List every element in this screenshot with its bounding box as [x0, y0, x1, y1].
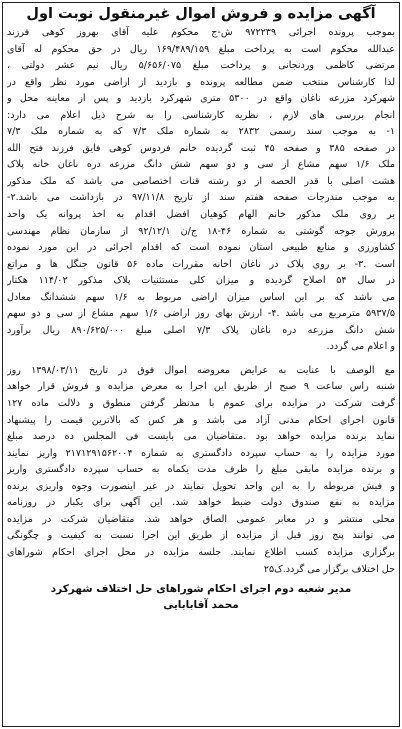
- paragraph-line: ملک ۱/۶ سهم مشاع از سی و دو سهم شش دانگ مزرعه دره ناغان خانه پلاک: [7, 159, 395, 171]
- paragraph-line: مورد مزایده را به حساب سپرده دادگستری به شماره ۲۱۷۱۲۹۱۵۶۲۰۰۴ واریز نمایند: [7, 447, 395, 459]
- signature-office: مدیر شعبه دوم اجرای احکام شوراهای حل اختلاف شهرکرد: [50, 583, 352, 596]
- paragraph-line: به موجب مندرجات صفحه هفتم سند از تاریخ ۹۷/۱۱/۸ در بازداشت می باشد.۲-: [7, 192, 395, 204]
- paragraph-line: و اعلام می گردد.: [326, 341, 395, 353]
- paragraph-line: گرفت شرکت در مزایده برای عموم با مدنظر گرفتن منطوق و دلالت ماده ۱۲۷: [7, 398, 395, 410]
- notice-paragraph-2: [7, 363, 395, 578]
- paragraph-line: برگزاری مزایده کسب اطلاع نمایند. جلسه مزایده در محل اجرای احکام شوراهای: [7, 546, 395, 558]
- paragraph-line: مزایده به نفع صندوق دولت ضبط خواهد شد. این آگهی برای یکبار در روزنامه: [7, 497, 395, 509]
- paragraph-line: ۱- به موجب سند رسمی ۲۸۳۲ به شماره ملک ۷/۳ که به شماره ملک ۷/۳: [7, 126, 395, 138]
- paragraph-line: در سال ۵۴ اصلاح گردیده و میزان کلی مستثنیات پلاک مذکور ۱۱۴/۰۲ هکتار: [7, 275, 395, 287]
- paragraph-line: است .۳- بر روی پلاک در ناغان اخانه مقررات ماده ۵۶ قانون جنگل ها و مراتع: [7, 258, 395, 270]
- paragraph-line: پرورش جوجه گوشتی به شماره ۴۶-۱۸ ج/ن ۹۲/۱۲/۱ از سازمان نظام مهندسی: [7, 225, 395, 237]
- paragraph-line: کشاورزی و منابع طبیعی استان نموده است که اقدام اجرائی در این مورد نموده: [7, 242, 395, 254]
- paragraph-line: و فیش مربوطه را به این واحد تحویل نمایند در غیر اینصورت وجوه واریزی برنده: [7, 480, 395, 492]
- paragraph-line: هشت اصلی با قدر الحصه از دو رشته قنات اختصاصی می باشد که ملک مذکور: [7, 175, 395, 187]
- paragraph-line: مع الوصف با عنایت به عرایض معروضه اموال فوق در تاریخ ۱۳۹۸/۰۳/۱۱ روز: [7, 364, 395, 376]
- paragraph-line: مرتضی کاظمی وردنجانی و پرداخت مبلغ ۵/۶۵۶/۰۷۵ ریال نیم عشر دولتی ،: [7, 60, 395, 72]
- paragraph-line: شش دانگ مزرعه دره ناغان پلاک ۷/۳ اصلی مبلغ ۸۹۰/۶۲۵/۰۰۰ ریال برآورد: [7, 324, 395, 336]
- paragraph-line: در صفحه ۳۸۵ و صفحه ۴۵ ثبت گردیده خانم فردوس کوهی فایق فرزند فتح الله: [7, 142, 395, 154]
- paragraph-line: عبدالله محکوم است به پرداخت مبلغ ۱۶۹/۴۸۹/۱۵۹ ریال در حق محکوم له آقای: [7, 43, 395, 55]
- notice-paragraph-1: [7, 25, 395, 356]
- paragraph-line: بر روی ملک مذکور خانم الهام کوهیان افضل اقدام به اخذ پروانه یک واحد: [7, 209, 395, 221]
- paragraph-line: محلی منتشر و در معابر عمومی الصاق خواهد شد. متقاضیان شرکت در مزایده: [7, 513, 395, 525]
- paragraph-line: لذا کارشناس منتخب ضمن مطالعه پرونده و بازدید از اراضی مورد نظر واقع در: [7, 76, 395, 88]
- paragraph-line: نماید برنده مزایده خواهد بود .متقاضیان می بایست فی المجلس ده درصد مبلغ: [7, 431, 395, 443]
- signature-name: محمد آقابابایی: [163, 599, 239, 612]
- paragraph-line: حل اختلاف برگزار می گردد.ک۲۵: [263, 563, 395, 575]
- paragraph-line: شهرکرد مزرعه ناغان واقع در ۵۳۰۰ متری شهرکرد بازدید و پس از معاینه محل و: [7, 93, 395, 105]
- paragraph-line: ۵۹۳۷/۵ مترمربع می باشد .۴- ارزش بهای روز اراضی ۱/۶ سهم مشاع از سی و دو سهم: [7, 308, 395, 320]
- paragraph-line: می توانند پنج روز قبل از مزایده از طریق این اجرا نسبت به کیفیت و چگونگی: [7, 530, 395, 542]
- paragraph-line: و برنده مزایده مابقی مبلغ را ظرف مدت یکماه به حساب سپرده دادگستری واریز: [7, 464, 395, 476]
- paragraph-line: انجام بررسی های لازم ، نظریه کارشناسی را به شرح ذیل اعلام می دارد:: [7, 109, 395, 121]
- paragraph-line: شنبه راس ساعت ۹ صبح از طریق این اجرا به معرض مزایده و فروش قرار خواهد: [7, 381, 395, 393]
- paragraph-line: قانون اجرای احکام مدنی آزاد می باشد و هر کس که بالاترین قیمت را پیشنهاد: [7, 414, 395, 426]
- paragraph-line: می باشد که بر این اساس میزان اراضی مربوط به ۱/۶ سهم ششدانگ معادل: [7, 291, 395, 303]
- notice-title: آگهی مزایده و فروش اموال غیرمنقول نوبت اول: [26, 6, 376, 22]
- paragraph-line: بموجب پرونده اجرائی ۹۷۲۲۳۹ ش-ج محکوم علیه آقای بهروز کوهی فرزند: [7, 27, 395, 38]
